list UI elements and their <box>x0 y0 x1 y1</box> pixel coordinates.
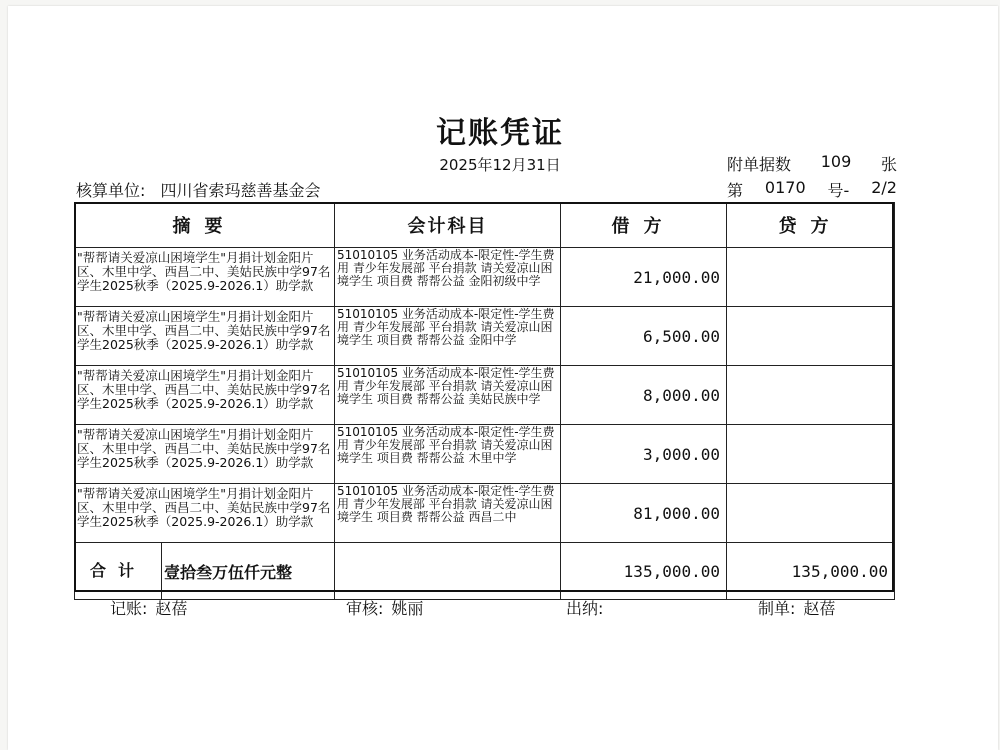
row-account: 51010105 业务活动成本-限定性-学生费用 青少年发展部 平台捐款 请关爱凉山困境学生 项目费 帮帮公益 美姑民族中学 <box>335 366 561 425</box>
row-account: 51010105 业务活动成本-限定性-学生费用 青少年发展部 平台捐款 请关爱凉山困境学生 项目费 帮帮公益 金阳初级中学 <box>335 248 561 307</box>
table-frame <box>74 202 894 592</box>
reviewer-name: 姚丽 <box>391 599 424 618</box>
unit-name: 四川省索玛慈善基金会 <box>160 181 321 200</box>
reviewer-label: 审核: <box>346 599 384 618</box>
attachments-label: 附单据数 <box>727 155 792 174</box>
row-summary: "帮帮请关爱凉山困境学生"月捐计划金阳片区、木里中学、西昌二中、美姑民族中学97名学生2025秋季（2025.9-2026.1）助学款 <box>75 484 335 543</box>
footer-preparer <box>758 596 835 619</box>
voucher-prefix: 第 <box>727 181 744 200</box>
row-summary: "帮帮请关爱凉山困境学生"月捐计划金阳片区、木里中学、西昌二中、美姑民族中学97名学生2025秋季（2025.9-2026.1）助学款 <box>75 248 335 307</box>
header-account: 会计科目 <box>335 203 561 248</box>
footer-cashier <box>566 596 611 619</box>
row-summary: "帮帮请关爱凉山困境学生"月捐计划金阳片区、木里中学、西昌二中、美姑民族中学97名学生2025秋季（2025.9-2026.1）助学款 <box>75 307 335 366</box>
row-account: 51010105 业务活动成本-限定性-学生费用 青少年发展部 平台捐款 请关爱凉山困境学生 项目费 帮帮公益 金阳中学 <box>335 307 561 366</box>
voucher-suffix: 号- <box>827 181 850 200</box>
total-credit: 135,000.00 <box>727 543 895 600</box>
footer-reviewer <box>346 596 423 619</box>
accounting-unit <box>76 178 331 201</box>
page-title: 记账凭证 <box>436 116 564 151</box>
row-debit: 3,000.00 <box>561 425 727 484</box>
row-account: 51010105 业务活动成本-限定性-学生费用 青少年发展部 平台捐款 请关爱凉山困境学生 项目费 帮帮公益 西昌二中 <box>335 484 561 543</box>
row-summary: "帮帮请关爱凉山困境学生"月捐计划金阳片区、木里中学、西昌二中、美姑民族中学97名学生2025秋季（2025.9-2026.1）助学款 <box>75 425 335 484</box>
header-credit: 贷方 <box>727 203 895 248</box>
row-debit: 21,000.00 <box>561 248 727 307</box>
row-debit: 81,000.00 <box>561 484 727 543</box>
row-account: 51010105 业务活动成本-限定性-学生费用 青少年发展部 平台捐款 请关爱凉山困境学生 项目费 帮帮公益 木里中学 <box>335 425 561 484</box>
attachments-count: 109 <box>820 152 852 171</box>
total-debit: 135,000.00 <box>561 543 727 600</box>
voucher-page: 2/2 <box>871 178 897 197</box>
unit-label: 核算单位: <box>76 181 146 200</box>
attachments-info <box>727 152 897 175</box>
header-debit: 借方 <box>561 203 727 248</box>
cashier-label: 出纳: <box>566 599 604 618</box>
total-amount-words: 壹拾叁万伍仟元整 <box>164 562 293 582</box>
row-debit: 8,000.00 <box>561 366 727 425</box>
footer-bookkeeper <box>110 596 187 619</box>
bookkeeper-label: 记账: <box>110 599 148 618</box>
voucher-number: 0170 <box>764 178 806 197</box>
header-summary: 摘要 <box>75 203 335 248</box>
row-debit: 6,500.00 <box>561 307 727 366</box>
attachments-unit: 张 <box>880 155 897 174</box>
voucher-date: 2025年12月31日 <box>439 156 561 174</box>
voucher-number-info <box>727 178 897 201</box>
total-label: 合计 <box>75 543 162 599</box>
bookkeeper-name: 赵蓓 <box>155 599 188 618</box>
row-summary: "帮帮请关爱凉山困境学生"月捐计划金阳片区、木里中学、西昌二中、美姑民族中学97名学生2025秋季（2025.9-2026.1）助学款 <box>75 366 335 425</box>
preparer-name: 赵蓓 <box>803 599 836 618</box>
preparer-label: 制单: <box>758 599 796 618</box>
